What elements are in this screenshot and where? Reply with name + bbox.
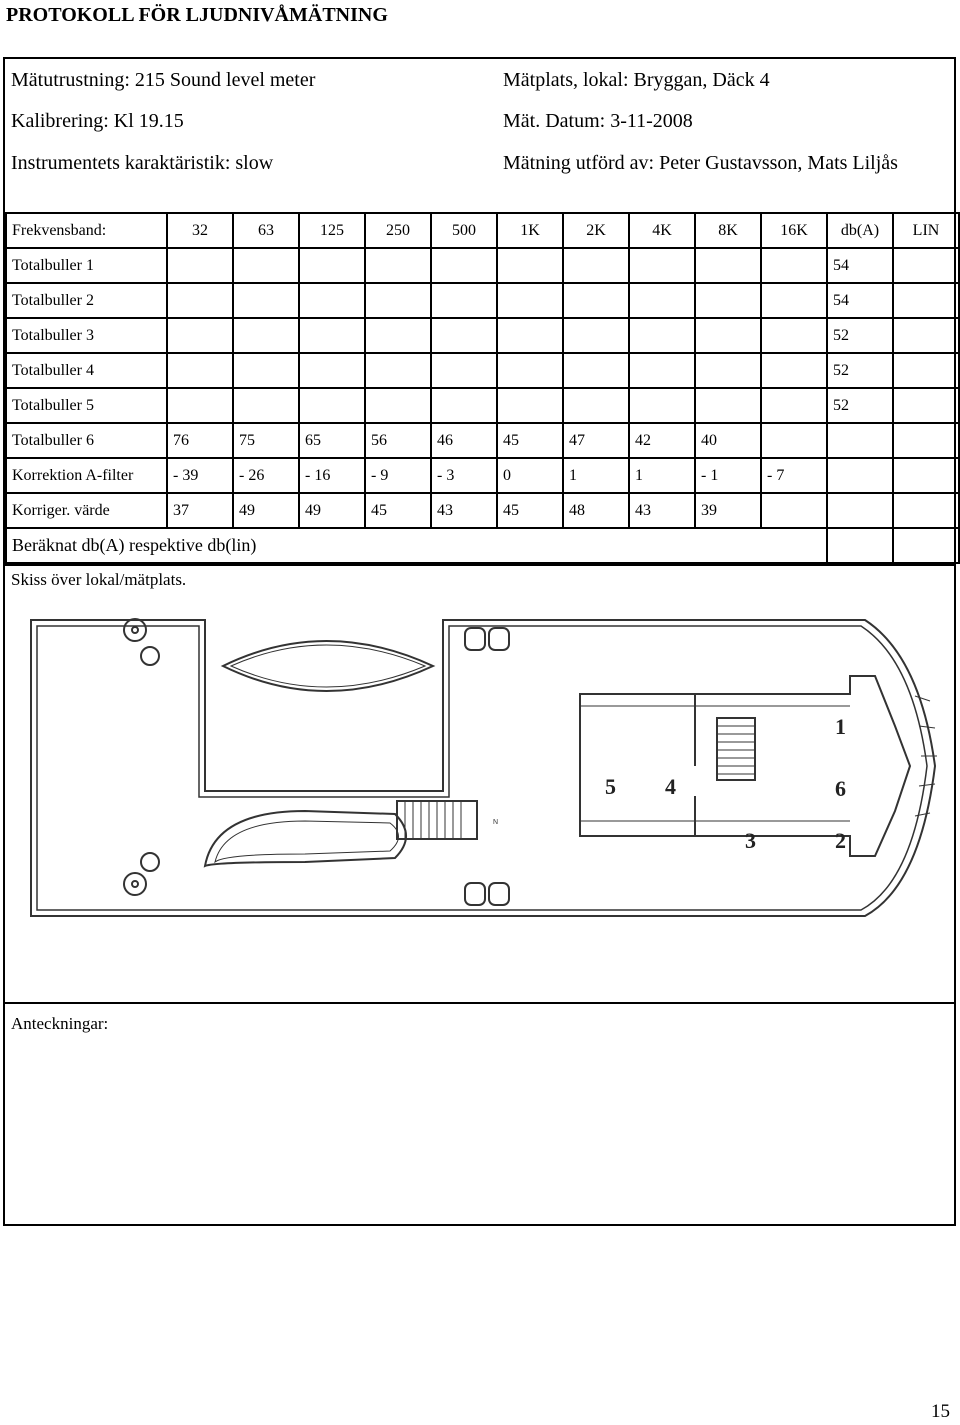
row-label: Korriger. värde [6,493,167,528]
value-cell [695,353,761,388]
correction-row [6,458,959,493]
value-cell [233,283,299,318]
value-cell: 45 [365,493,431,528]
value-cell [563,353,629,388]
value-cell [563,388,629,423]
table-row [6,318,959,353]
value-cell: 52 [827,353,893,388]
band-header-cell: 250 [365,213,431,248]
value-cell: - 1 [695,458,761,493]
value-cell: 45 [497,493,563,528]
value-cell [497,283,563,318]
row-label: Totalbuller 1 [6,248,167,283]
row-label: Totalbuller 2 [6,283,167,318]
band-header-cell: 125 [299,213,365,248]
value-cell: 46 [431,423,497,458]
location-field: Mätplats, lokal: Bryggan, Däck 4 [503,69,770,91]
notes-label: Anteckningar: [11,1014,109,1033]
stair-mark: N [493,819,499,826]
value-cell: 54 [827,248,893,283]
band-header-cell: 16K [761,213,827,248]
performed-by-field: Mätning utförd av: Peter Gustavsson, Mats Liljås [503,152,898,174]
value-cell [299,248,365,283]
value-cell [893,353,959,388]
band-header-cell: 63 [233,213,299,248]
point-6-label: 6 [835,776,846,801]
value-cell: 39 [695,493,761,528]
value-cell [893,283,959,318]
value-cell: - 26 [233,458,299,493]
dba-result-cell [827,528,893,563]
value-cell [893,318,959,353]
point-1-label: 1 [835,714,846,739]
value-cell [299,318,365,353]
date-field: Mät. Datum: 3-11-2008 [503,110,693,132]
value-cell [695,388,761,423]
point-2-label: 2 [835,828,846,853]
value-cell [497,388,563,423]
table-row [6,248,959,283]
value-cell: 40 [695,423,761,458]
value-cell: 65 [299,423,365,458]
value-cell [761,423,827,458]
value-cell: 56 [365,423,431,458]
page-title: PROTOKOLL FÖR LJUDNIVÅMÄTNING [6,4,388,26]
value-cell [761,353,827,388]
value-cell: - 3 [431,458,497,493]
value-cell: 52 [827,388,893,423]
value-cell: 54 [827,283,893,318]
value-cell [233,318,299,353]
band-label: Frekvensband: [6,213,167,248]
value-cell [695,318,761,353]
value-cell [167,388,233,423]
form-header [5,59,954,212]
value-cell: 37 [167,493,233,528]
value-cell [431,353,497,388]
value-cell [695,248,761,283]
value-cell: - 9 [365,458,431,493]
row-label: Totalbuller 4 [6,353,167,388]
row-label: Totalbuller 6 [6,423,167,458]
sketch-area [5,564,954,1002]
value-cell: 47 [563,423,629,458]
value-cell [629,353,695,388]
value-cell [893,458,959,493]
band-header-cell: 500 [431,213,497,248]
notes-area [5,1002,954,1224]
value-cell [497,318,563,353]
value-cell [167,353,233,388]
value-cell [431,318,497,353]
value-cell [761,283,827,318]
deck-plan-drawing [5,566,954,1002]
value-cell [629,388,695,423]
value-cell: - 7 [761,458,827,493]
value-cell [893,248,959,283]
value-cell [827,423,893,458]
value-cell: 49 [299,493,365,528]
value-cell: 1 [563,458,629,493]
value-cell [629,248,695,283]
row-label: Korrektion A-filter [6,458,167,493]
value-cell [233,248,299,283]
band-header-cell: LIN [893,213,959,248]
value-cell: 52 [827,318,893,353]
value-cell [629,318,695,353]
value-cell [299,353,365,388]
value-cell [365,353,431,388]
value-cell: 48 [563,493,629,528]
row-label: Totalbuller 3 [6,318,167,353]
table-row [6,283,959,318]
value-cell: 45 [497,423,563,458]
equipment-field: Mätutrustning: 215 Sound level meter [11,69,316,91]
value-cell [167,283,233,318]
value-cell [431,388,497,423]
value-cell [827,493,893,528]
value-cell [365,248,431,283]
value-cell [431,283,497,318]
row-label: Totalbuller 5 [6,388,167,423]
value-cell: - 16 [299,458,365,493]
value-cell [233,353,299,388]
band-header-cell: 2K [563,213,629,248]
value-cell [761,493,827,528]
table-row [6,388,959,423]
value-cell [167,318,233,353]
value-cell: 1 [629,458,695,493]
point-5-label: 5 [605,774,616,799]
value-cell [299,388,365,423]
lin-result-cell [893,528,959,563]
value-cell [299,283,365,318]
band-header-cell: 1K [497,213,563,248]
value-cell [365,388,431,423]
band-header-row [6,213,959,248]
value-cell [563,318,629,353]
table-row [6,353,959,388]
band-header-cell: 8K [695,213,761,248]
value-cell [563,283,629,318]
computed-row [6,528,959,563]
value-cell: 43 [431,493,497,528]
row-label: Beräknat db(A) respektive db(lin) [6,528,827,563]
value-cell [893,493,959,528]
band-header-cell: 4K [629,213,695,248]
value-cell [893,388,959,423]
characteristic-field: Instrumentets karaktäristik: slow [11,152,274,174]
corrected-row [6,493,959,528]
value-cell: 43 [629,493,695,528]
calibration-field: Kalibrering: Kl 19.15 [11,110,184,132]
value-cell [893,423,959,458]
value-cell [497,248,563,283]
table-row [6,423,959,458]
page-number: 15 [931,1401,950,1422]
value-cell: - 39 [167,458,233,493]
value-cell [365,318,431,353]
value-cell: 42 [629,423,695,458]
measurement-form [3,57,956,1226]
value-cell [167,248,233,283]
value-cell [761,318,827,353]
band-header-cell: 32 [167,213,233,248]
value-cell [365,283,431,318]
value-cell [563,248,629,283]
band-header-cell: db(A) [827,213,893,248]
value-cell [761,248,827,283]
value-cell [233,388,299,423]
value-cell [431,248,497,283]
sketch-label: Skiss över lokal/mätplats. [11,570,187,589]
value-cell [695,283,761,318]
value-cell [827,458,893,493]
value-cell [497,353,563,388]
value-cell: 49 [233,493,299,528]
value-cell: 0 [497,458,563,493]
point-4-label: 4 [665,774,676,799]
point-3-label: 3 [745,828,756,853]
value-cell [761,388,827,423]
value-cell [629,283,695,318]
value-cell: 75 [233,423,299,458]
measurement-table [5,212,960,564]
value-cell: 76 [167,423,233,458]
